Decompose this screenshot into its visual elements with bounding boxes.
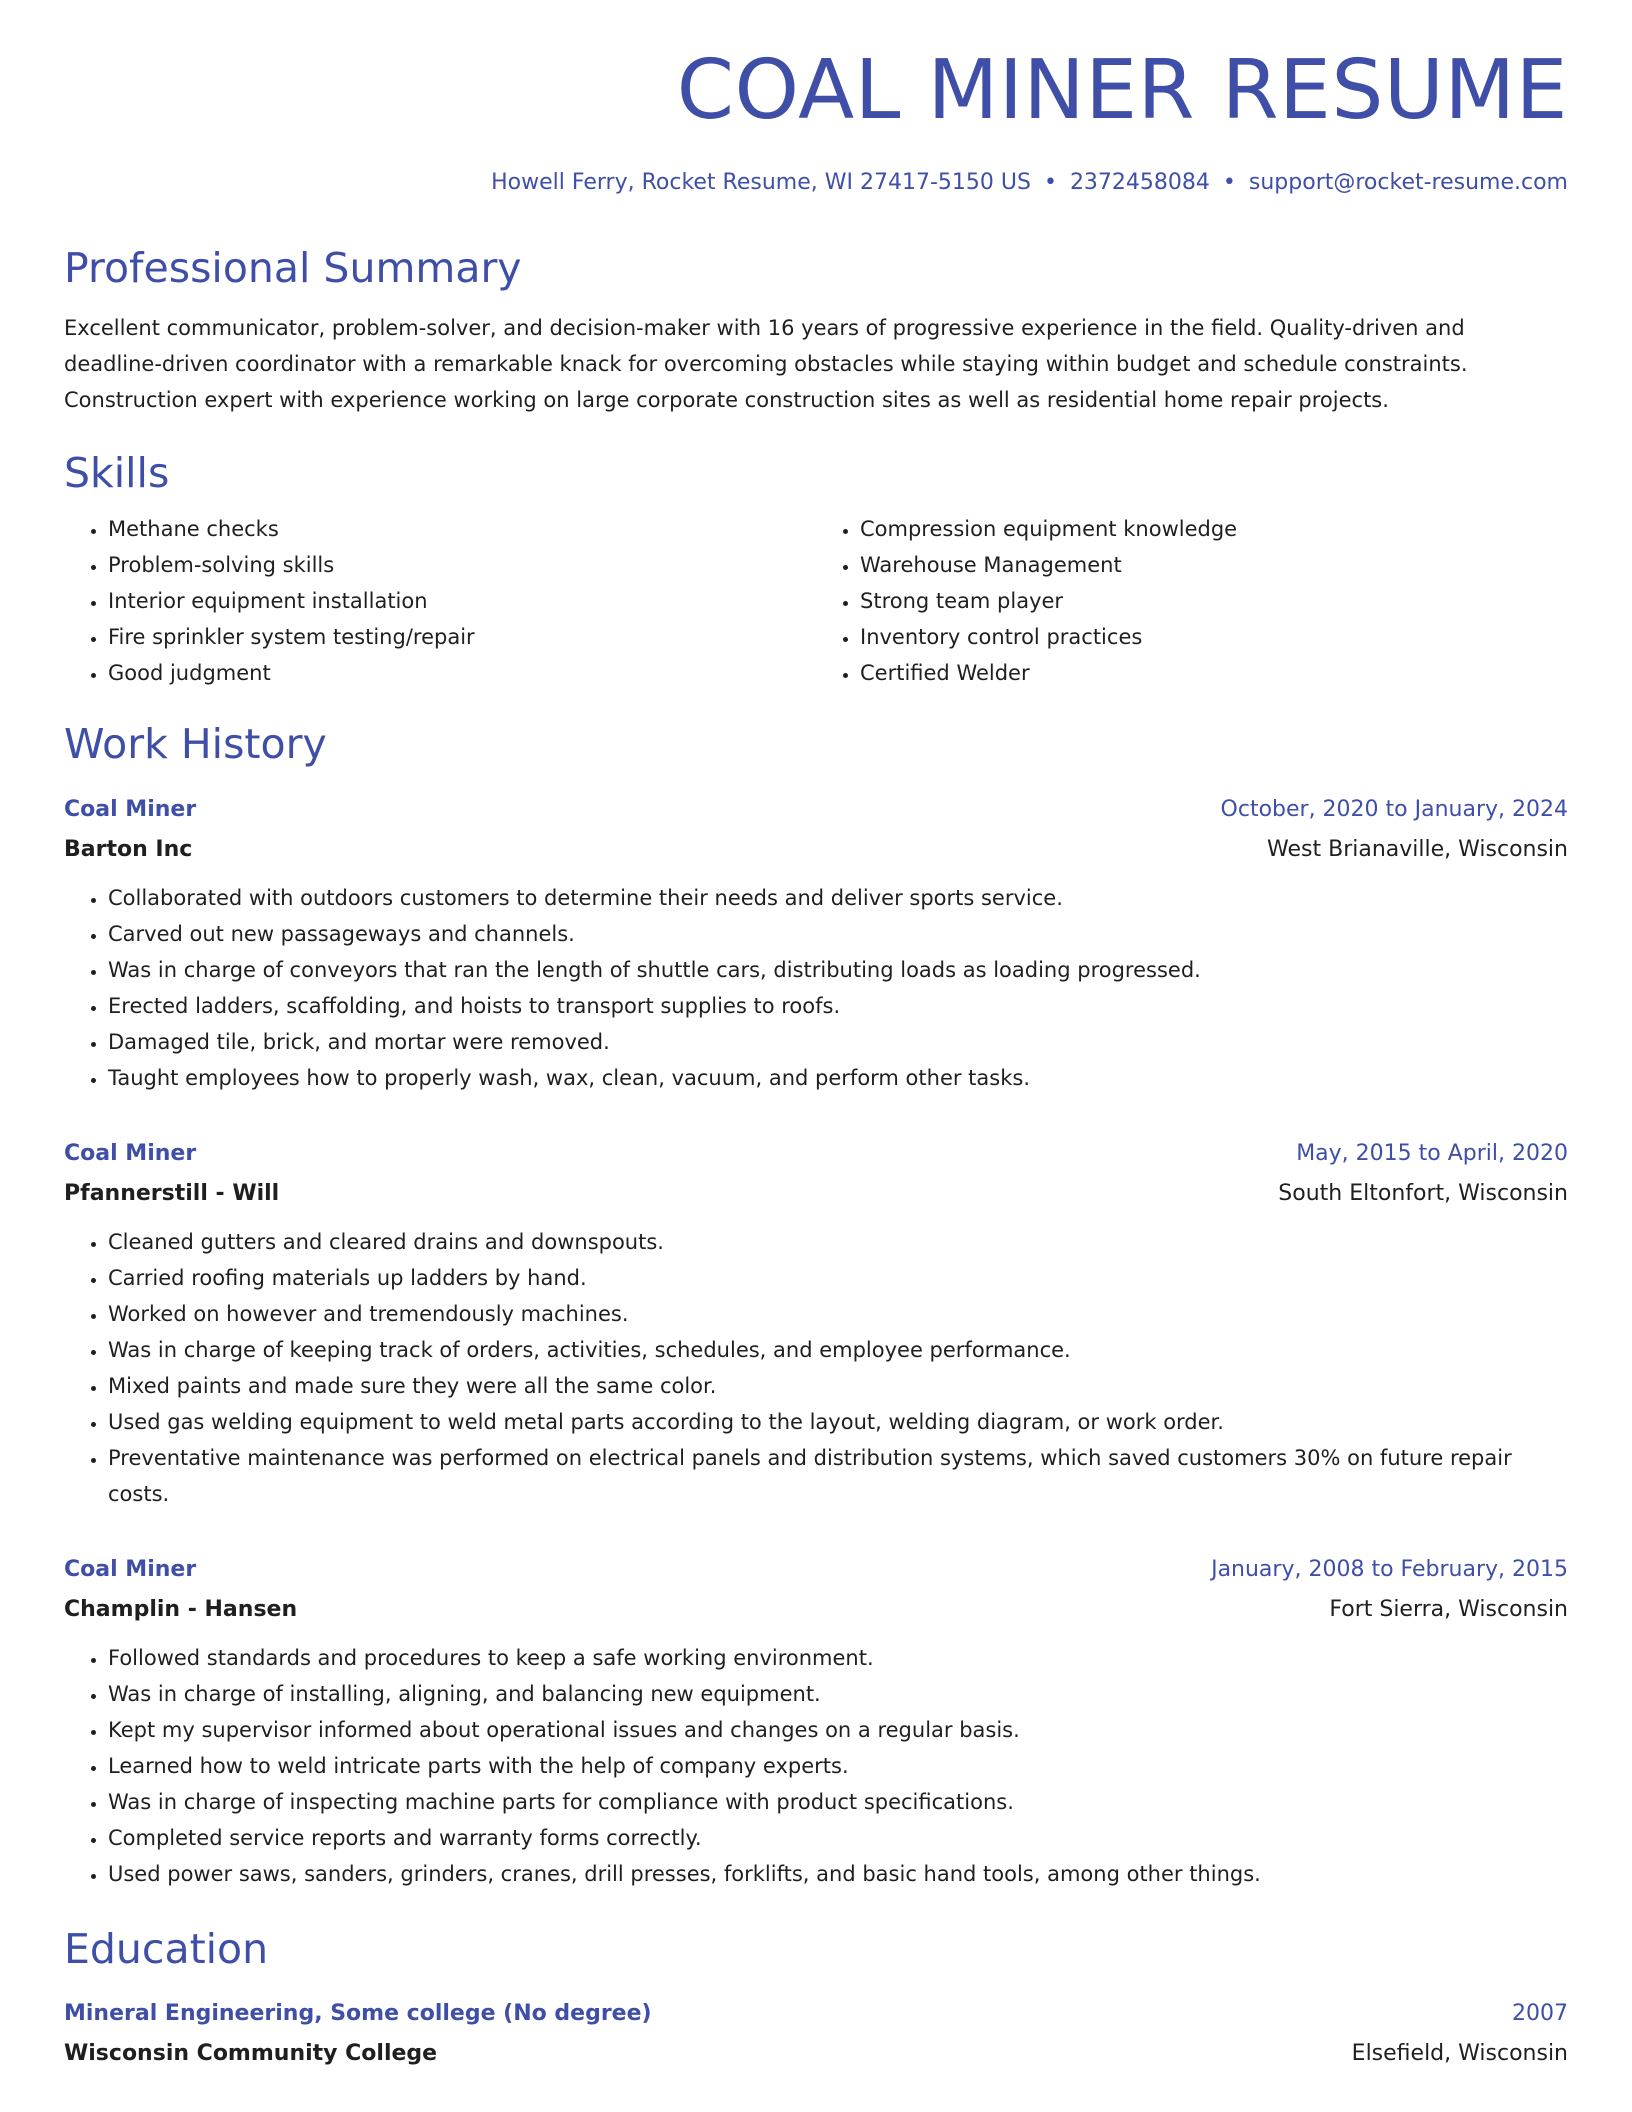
resume-title: COAL MINER RESUME (676, 43, 1568, 138)
job-location: Fort Sierra, Wisconsin (1329, 1597, 1568, 1623)
skills-list-right (816, 511, 1568, 691)
job-title-row (64, 1134, 1568, 1174)
job-entry (64, 1550, 1568, 1892)
skill-item: • Inventory control practices (860, 619, 1568, 655)
education-school-row (64, 2034, 1568, 2074)
education-degree: Mineral Engineering, Some college (No degree) (64, 2000, 652, 2026)
education-section (64, 1926, 1568, 2073)
job-bullet: • Taught employees how to properly wash, wax, clean, vacuum, and perform other tasks. (108, 1060, 1568, 1096)
summary-text: Excellent communicator, problem-solver, and decision-maker with 16 years of progressive experience in the field. Quality-driven and deadline-driven coordinator with a remarkable knack for overcoming obstacles while staying within budget and schedule constraints. Construction expert with experience working on large corporate construction sites as well as residential home repair projects. (64, 316, 1468, 413)
job-title-row (64, 790, 1568, 830)
contact-email[interactable]: support@rocket-resume.com (1248, 170, 1568, 195)
job-bullet: • Carved out new passageways and channels. (108, 916, 1568, 952)
education-entry (64, 1994, 1568, 2074)
education-degree-row (64, 1994, 1568, 2034)
job-bullet: • Worked on however and tremendously machines. (108, 1296, 1568, 1332)
job-bullet: • Mixed paints and made sure they were all the same color. (108, 1368, 1568, 1404)
job-bullet: • Used gas welding equipment to weld metal parts according to the layout, welding diagram, or work order. (108, 1404, 1568, 1440)
job-location: West Brianaville, Wisconsin (1267, 837, 1568, 863)
job-bullet: • Carried roofing materials up ladders by hand. (108, 1260, 1568, 1296)
job-entry (64, 790, 1568, 1096)
job-bullets (64, 1224, 1568, 1512)
job-bullet: • Followed standards and procedures to keep a safe working environment. (108, 1640, 1568, 1676)
job-bullet: • Preventative maintenance was performed on electrical panels and distribution systems, which saved customers 30% on future repair costs. (108, 1440, 1568, 1512)
work-history-section (64, 721, 1568, 1892)
contact-line (64, 170, 1568, 195)
skills-grid (64, 511, 1568, 691)
job-bullet: • Was in charge of installing, aligning, and balancing new equipment. (108, 1676, 1568, 1712)
work-history-heading: Work History (64, 720, 327, 769)
skill-item: • Fire sprinkler system testing/repair (108, 619, 816, 655)
job-title: Coal Miner (64, 797, 197, 823)
job-company-row (64, 1174, 1568, 1214)
job-dates: October, 2020 to January, 2024 (1220, 797, 1568, 823)
skill-item: • Certified Welder (860, 655, 1568, 691)
job-company: Champlin - Hansen (64, 1597, 298, 1623)
resume-header (64, 0, 1568, 195)
job-bullets (64, 1640, 1568, 1892)
education-year: 2007 (1512, 2000, 1568, 2026)
job-title: Coal Miner (64, 1557, 197, 1583)
job-company-row (64, 830, 1568, 870)
job-bullet: • Was in charge of inspecting machine parts for compliance with product specifications. (108, 1784, 1568, 1820)
job-bullet: • Erected ladders, scaffolding, and hoists to transport supplies to roofs. (108, 988, 1568, 1024)
job-title-row (64, 1550, 1568, 1590)
job-entry (64, 1134, 1568, 1512)
job-bullet: • Collaborated with outdoors customers to determine their needs and deliver sports service. (108, 880, 1568, 916)
skills-heading: Skills (64, 449, 170, 498)
job-bullet: • Was in charge of conveyors that ran the length of shuttle cars, distributing loads as loading progressed. (108, 952, 1568, 988)
skills-section (64, 450, 1568, 691)
skills-list-left (64, 511, 816, 691)
skill-item: • Warehouse Management (860, 547, 1568, 583)
contact-separator: • (1043, 170, 1057, 195)
contact-phone[interactable]: 2372458084 (1069, 170, 1210, 195)
skill-item: • Methane checks (108, 511, 816, 547)
contact-address: Howell Ferry, Rocket Resume, WI 27417-5150 US (491, 170, 1031, 195)
job-bullet: • Kept my supervisor informed about operational issues and changes on a regular basis. (108, 1712, 1568, 1748)
skill-item: • Good judgment (108, 655, 816, 691)
skill-item: • Strong team player (860, 583, 1568, 619)
job-company: Pfannerstill - Will (64, 1181, 280, 1207)
job-location: South Eltonfort, Wisconsin (1278, 1181, 1568, 1207)
job-bullet: • Learned how to weld intricate parts with the help of company experts. (108, 1748, 1568, 1784)
job-bullet: • Completed service reports and warranty forms correctly. (108, 1820, 1568, 1856)
contact-separator: • (1222, 170, 1236, 195)
skill-item: • Problem-solving skills (108, 547, 816, 583)
job-dates: May, 2015 to April, 2020 (1296, 1141, 1568, 1167)
skill-item: • Compression equipment knowledge (860, 511, 1568, 547)
job-bullet: • Was in charge of keeping track of orders, activities, schedules, and employee performance. (108, 1332, 1568, 1368)
job-bullet: • Cleaned gutters and cleared drains and downspouts. (108, 1224, 1568, 1260)
education-heading: Education (64, 1925, 269, 1974)
job-company: Barton Inc (64, 837, 193, 863)
summary-heading: Professional Summary (64, 244, 522, 292)
education-location: Elsefield, Wisconsin (1351, 2040, 1568, 2066)
job-dates: January, 2008 to February, 2015 (1211, 1557, 1568, 1583)
job-title: Coal Miner (64, 1141, 197, 1167)
job-bullets (64, 880, 1568, 1096)
job-bullet: • Used power saws, sanders, grinders, cranes, drill presses, forklifts, and basic hand tools, among other things. (108, 1856, 1568, 1892)
skill-item: • Interior equipment installation (108, 583, 816, 619)
summary-section (64, 245, 1568, 418)
job-company-row (64, 1590, 1568, 1630)
education-school: Wisconsin Community College (64, 2040, 438, 2066)
job-bullet: • Damaged tile, brick, and mortar were removed. (108, 1024, 1568, 1060)
